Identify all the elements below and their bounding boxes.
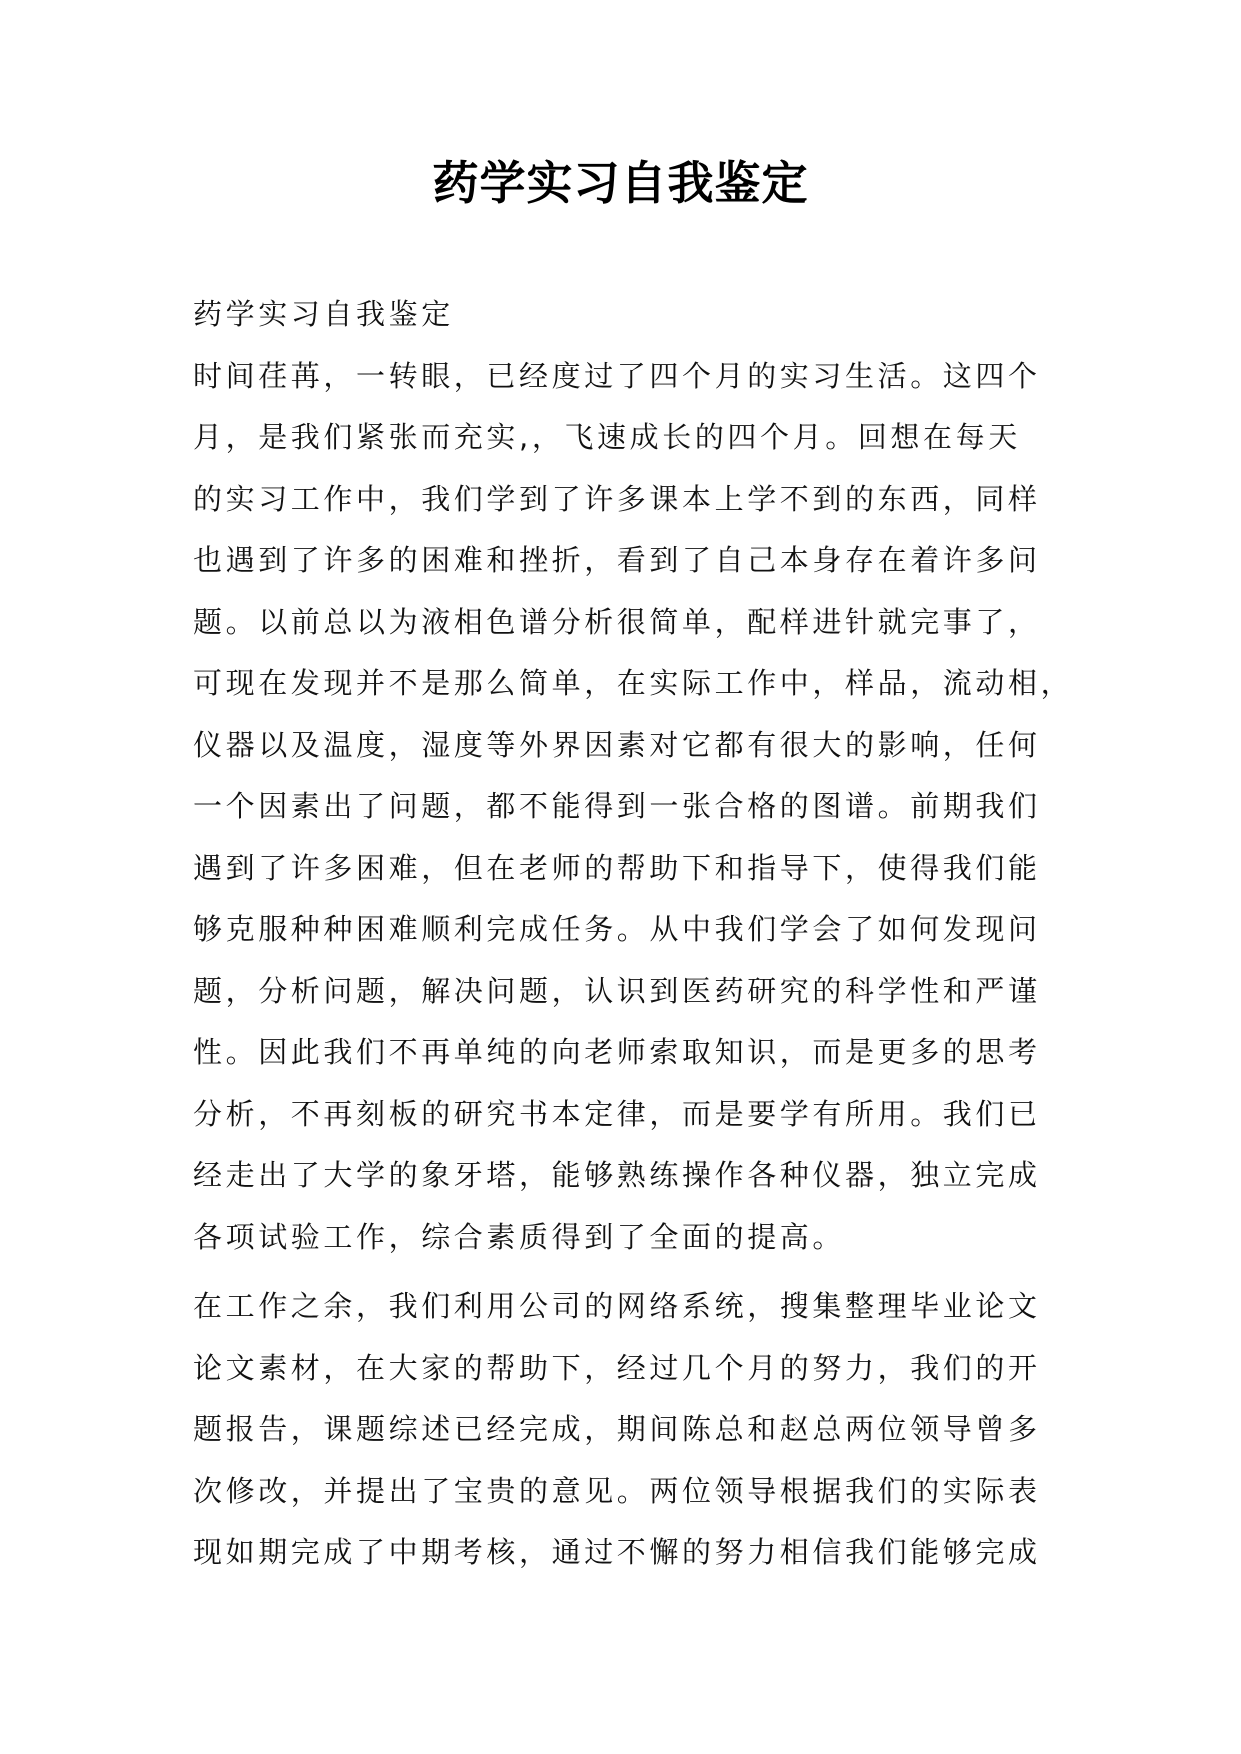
text-line: 可现在发现并不是那么简单，在实际工作中，样品，流动相， [193, 666, 1074, 700]
text-line: 在工作之余，我们利用公司的网络系统，搜集整理毕业论文 [193, 1289, 1041, 1323]
paragraph-2 [193, 1276, 1051, 1584]
text-line: 一个因素出了问题，都不能得到一张合格的图谱。前期我们 [193, 789, 1041, 823]
text-line: 时间荏苒，一转眼，已经度过了四个月的实习生活。这四个 [193, 358, 1041, 393]
text-line: 经走出了大学的象牙塔，能够熟练操作各种仪器，独立完成 [193, 1158, 1041, 1192]
text-line: 次修改，并提出了宝贵的意见。两位领导根据我们的实际表 [193, 1473, 1041, 1508]
text-line: 够克服种种困难顺利完成任务。从中我们学会了如何发现问 [193, 912, 1041, 946]
text-line: 分析，不再刻板的研究书本定律，而是要学有所用。我们已 [193, 1096, 1041, 1131]
text-line: 遇到了许多困难，但在老师的帮助下和指导下，使得我们能 [193, 850, 1041, 885]
text-line: 题，分析问题，解决问题，认识到医药研究的科学性和严谨 [193, 973, 1041, 1008]
paragraph-1 [193, 284, 1074, 1268]
text-line: 题。以前总以为液相色谱分析很简单，配样进针就完事了， [193, 604, 1041, 639]
text-line: 的实习工作中，我们学到了许多课本上学不到的东西，同样 [193, 481, 1041, 516]
text-line: 各项试验工作，综合素质得到了全面的提高。 [193, 1219, 846, 1254]
text-line: 题报告，课题综述已经完成，期间陈总和赵总两位领导曾多 [193, 1412, 1041, 1446]
text-line: 性。因此我们不再单纯的向老师索取知识，而是更多的思考 [193, 1035, 1041, 1069]
text-line: 现如期完成了中期考核，通过不懈的努力相信我们能够完成 [193, 1535, 1041, 1569]
text-line: 也遇到了许多的困难和挫折，看到了自己本身存在着许多问 [193, 543, 1041, 577]
text-line: 论文素材，在大家的帮助下，经过几个月的努力，我们的开 [193, 1350, 1041, 1385]
text-line: 药学实习自我鉴定 [193, 297, 454, 331]
document-title: 药学实习自我鉴定 [432, 156, 809, 210]
text-line: 仪器以及温度，湿度等外界因素对它都有很大的影响，任何 [193, 727, 1041, 762]
text-line: 月，是我们紧张而充实,，飞速成长的四个月。回想在每天 [193, 420, 1021, 454]
